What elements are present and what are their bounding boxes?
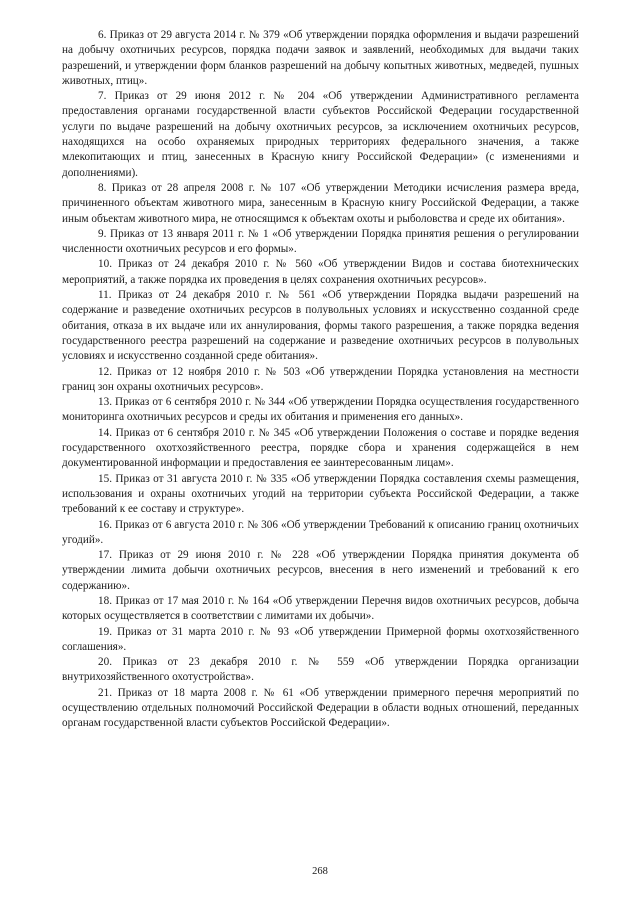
list-item: 6. Приказ от 29 августа 2014 г. № 379 «Об утверждении порядка оформления и выдачи разрешений на добычу охотничьих ресурсов, порядка подачи заявок и заявлений, необходимых для выдачи таких разрешений, и утверждении форм бланков разрешений на добычу копытных животных, медведей, пушных животных, птиц». [62, 29, 579, 87]
list-item: 13. Приказ от 6 сентября 2010 г. № 344 «Об утверждении Порядка осуществления государственного мониторинга охотничьих ресурсов и среды их обитания и применения его данных». [62, 396, 579, 424]
list-item: 17. Приказ от 29 июня 2010 г. № 228 «Об утверждении Порядка принятия документа об утверждении лимита добычи охотничьих ресурсов, внесения в него изменений и требований к его содержанию». [62, 549, 579, 592]
list-item: 19. Приказ от 31 марта 2010 г. № 93 «Об утверждении Примерной формы охотхозяйственного соглашения». [62, 625, 579, 653]
list-item: 9. Приказ от 13 января 2011 г. № 1 «Об утверждении Порядка принятия решения о регулировании численности охотничьих ресурсов и его формы». [62, 227, 579, 256]
list-item: 21. Приказ от 18 марта 2008 г. № 61 «Об утверждении примерного перечня мероприятий по осуществлению отдельных полномочий Российской Федерации в области водных отношений, переданных органам государственной власти субъектов Российской Федерации». [62, 686, 579, 730]
list-item: 16. Приказ от 6 августа 2010 г. № 306 «Об утверждении Требований к описанию границ охотничьих угодий». [62, 518, 579, 546]
list-item: 18. Приказ от 17 мая 2010 г. № 164 «Об утверждении Перечня видов охотничьих ресурсов, добыча которых осуществляется в соответствии с лимитами их добычи». [62, 594, 579, 623]
list-item: 20. Приказ от 23 декабря 2010 г. № 559 «Об утверждении Порядка организации внутрихозяйственного охотустройства». [62, 656, 579, 684]
page-number: 268 [312, 866, 328, 877]
list-item: 8. Приказ от 28 апреля 2008 г. № 107 «Об утверждении Методики исчисления размера вреда, причиненного объектам животного мира, занесенным в Красную книгу Российской Федерации, а также иным объектам животного мира, не относящимся к объектам охоты и рыболовства и среде их обитания». [62, 181, 579, 225]
list-item: 11. Приказ от 24 декабря 2010 г. № 561 «Об утверждении Порядка выдачи разрешений на содержание и разведение охотничьих ресурсов в полувольных условиях и искусственно созданной среде обитания, отказа в их выдаче или их аннулирования, формы такого разрешения, а также порядка ведения государственного реестра разрешений на содержание и разведение охотничьих ресурсов в полувольных условиях и искусственно созданной среде обитания». [62, 289, 579, 363]
list-item: 10. Приказ от 24 декабря 2010 г. № 560 «Об утверждении Видов и состава биотехнических мероприятий, а также порядка их проведения в целях сохранения охотничьих ресурсов». [62, 258, 579, 286]
list-item: 7. Приказ от 29 июня 2012 г. № 204 «Об утверждении Административного регламента предоставления органами государственной власти субъектов Российской Федерации государственной услуги по выдаче разрешений на добычу охотничьих ресурсов, за исключением охотничьих ресурсов, находящихся на особо охраняемых природных территориях федерального значения, а также млекопитающих и птиц, занесенных в Красную книгу Российской Федерации» (с изменениями и дополнениями). [62, 90, 579, 179]
list-item: 14. Приказ от 6 сентября 2010 г. № 345 «Об утверждении Положения о составе и порядке ведения государственного охотхозяйственного реестра, порядке сбора и хранения содержащейся в нем документированной информации и предоставления ее заинтересованным лицам». [62, 426, 579, 470]
list-item: 15. Приказ от 31 августа 2010 г. № 335 «Об утверждении Порядка составления схемы размещения, использования и охраны охотничьих угодий на территории субъекта Российской Федерации, а также требований к ее составу и структуре». [62, 472, 579, 516]
list-item: 12. Приказ от 12 ноября 2010 г. № 503 «Об утверждении Порядка установления на местности границ зон охраны охотничьих ресурсов». [62, 365, 579, 393]
